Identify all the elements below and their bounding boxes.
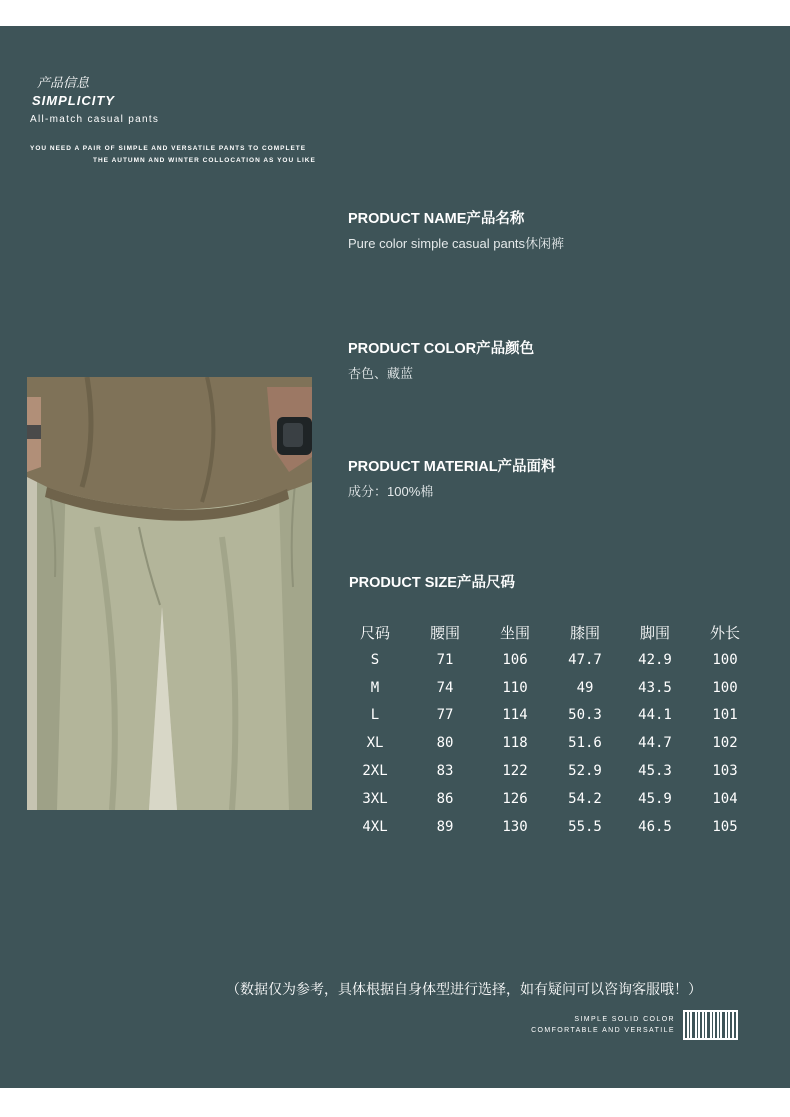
table-cell: 101: [712, 707, 738, 724]
table-row: [340, 646, 760, 674]
table-cell: 45.3: [638, 763, 672, 780]
table-cell: 122: [502, 763, 528, 780]
footer-line-2: COMFORTABLE AND VERSATILE: [531, 1027, 675, 1034]
header-cell: 尺码: [359, 623, 390, 642]
table-row: [340, 702, 760, 730]
table-cell: 126: [502, 790, 528, 807]
table-row: [340, 785, 760, 813]
table-cell: 114: [502, 707, 528, 724]
table-row: [340, 729, 760, 757]
table-cell: 106: [502, 651, 528, 668]
table-cell: 2XL: [362, 763, 388, 780]
size-table: [340, 618, 760, 841]
product-size-title: PRODUCT SIZE产品尺码: [349, 575, 515, 591]
table-cell: 130: [502, 818, 528, 835]
header-cell: 外长: [709, 623, 740, 642]
table-cell: 54.2: [568, 790, 602, 807]
table-cell: L: [370, 707, 380, 724]
header-subtitle: All-match casual pants: [30, 114, 160, 125]
table-cell: 3XL: [362, 790, 388, 807]
table-cell: 55.5: [568, 818, 602, 835]
product-material-value: 成分：100%棉: [348, 484, 434, 499]
table-cell: 46.5: [638, 818, 672, 835]
table-cell: 89: [436, 818, 454, 835]
product-name-value: Pure color simple casual pants休闲裤: [348, 236, 565, 251]
table-row: [340, 757, 760, 785]
table-cell: 45.9: [638, 790, 672, 807]
table-cell: 110: [502, 679, 528, 696]
product-photo: [27, 377, 312, 810]
header-tagline-1: YOU NEED A PAIR OF SIMPLE AND VERSATILE PANTS TO COMPLETE: [30, 145, 307, 152]
header-cell: 坐围: [499, 623, 530, 642]
table-cell: 51.6: [568, 735, 602, 752]
table-cell: XL: [366, 735, 384, 752]
header-title-cn: 产品信息: [37, 76, 90, 91]
product-color-value: 杏色、藏蓝: [348, 366, 414, 381]
table-cell: 47.7: [568, 651, 602, 668]
table-cell: 102: [712, 735, 738, 752]
header-title-en: SIMPLICITY: [32, 93, 115, 108]
table-cell: 86: [436, 790, 454, 807]
table-cell: 80: [436, 735, 454, 752]
table-cell: 118: [502, 735, 528, 752]
table-cell: 49: [576, 679, 594, 696]
footer-line-1: SIMPLE SOLID COLOR: [574, 1016, 675, 1023]
table-cell: 50.3: [568, 707, 602, 724]
table-row: [340, 813, 760, 841]
header-cell: 腰围: [429, 623, 460, 642]
header-cell: 脚围: [639, 623, 670, 642]
table-cell: 74: [436, 679, 454, 696]
table-cell: 44.7: [638, 735, 672, 752]
size-disclaimer-note: （数据仅为参考，具体根据自身体型进行选择，如有疑问可以咨询客服哦！）: [226, 982, 702, 998]
table-cell: 52.9: [568, 763, 602, 780]
table-cell: 104: [712, 790, 738, 807]
table-cell: 83: [436, 763, 454, 780]
table-cell: 103: [712, 763, 738, 780]
table-row: [340, 674, 760, 702]
product-material-title: PRODUCT MATERIAL产品面料: [348, 459, 556, 475]
table-cell: 42.9: [638, 651, 672, 668]
table-cell: 71: [436, 651, 454, 668]
table-cell: M: [370, 679, 380, 696]
product-name-title: PRODUCT NAME产品名称: [348, 211, 525, 227]
header-tagline-2: THE AUTUMN AND WINTER COLLOCATION AS YOU LIKE: [93, 157, 316, 164]
table-cell: 4XL: [362, 818, 388, 835]
product-color-title: PRODUCT COLOR产品颜色: [348, 341, 535, 357]
size-table-header: [340, 618, 760, 646]
table-cell: 77: [436, 707, 454, 724]
table-cell: 100: [712, 679, 738, 696]
header-cell: 膝围: [569, 623, 600, 642]
table-cell: S: [370, 651, 380, 668]
table-cell: 44.1: [638, 707, 672, 724]
table-cell: 100: [712, 651, 738, 668]
table-cell: 43.5: [638, 679, 672, 696]
table-cell: 105: [712, 818, 738, 835]
barcode-icon: [683, 1010, 738, 1040]
